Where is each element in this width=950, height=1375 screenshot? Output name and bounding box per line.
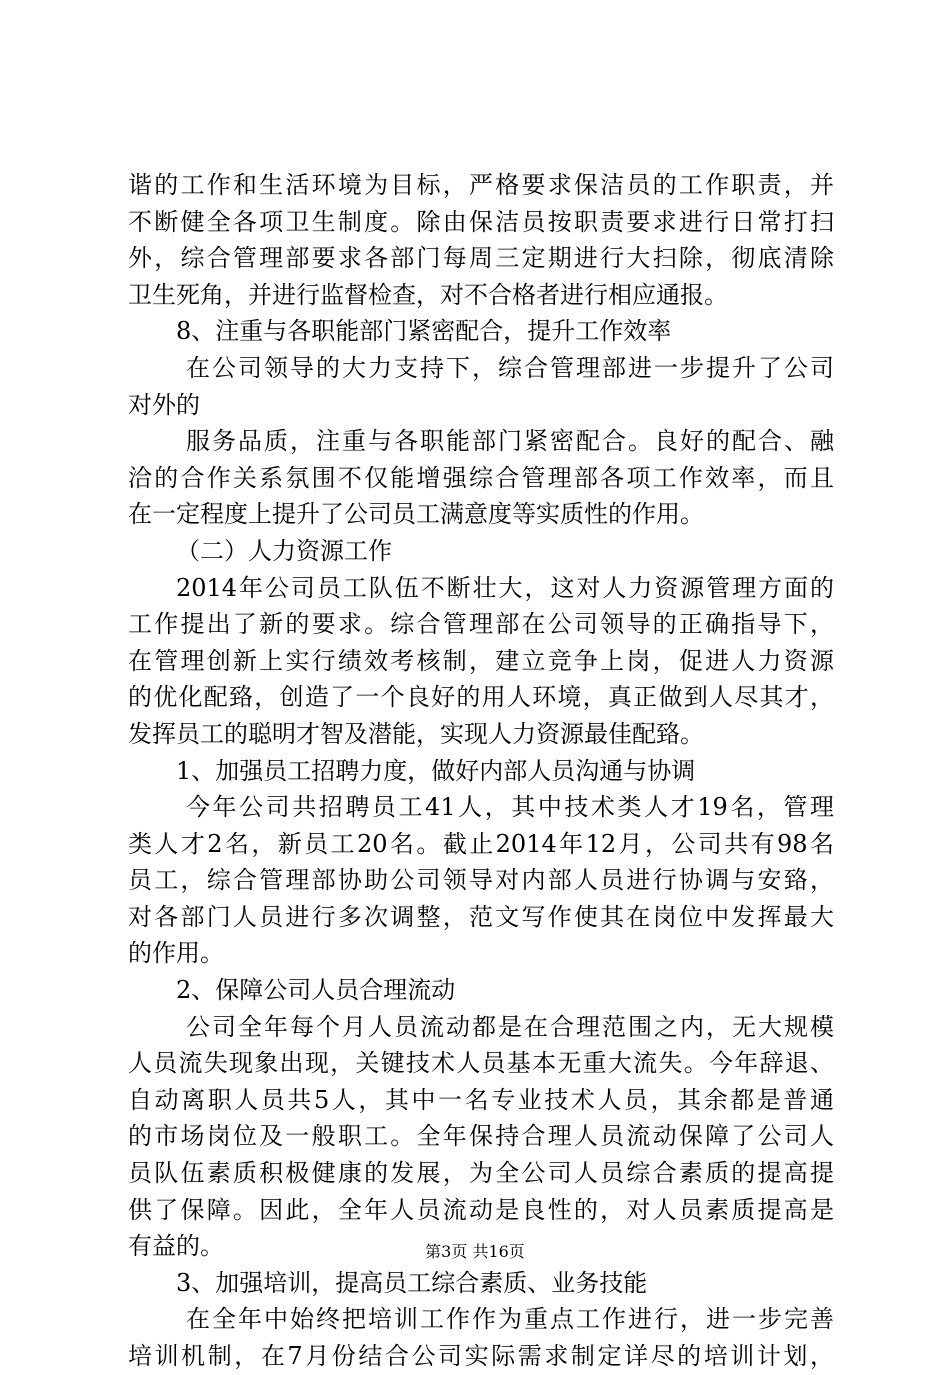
paragraph-line: 类人才2名，新员工20名。截止2014年12月，公司共有98名 [128,829,834,858]
paragraph-line: 2014年公司员工队伍不断壮大，这对人力资源管理方面的 [176,573,834,602]
paragraph-line: 自动离职人员共5人，其中一名专业技术人员，其余都是普通 [128,1085,834,1114]
paragraph-line: 在管理创新上实行绩效考核制，建立竞争上岗，促进人力资源 [128,646,834,675]
paragraph-line: 对外的 [128,390,200,419]
section-heading: 3、加强培训，提高员工综合素质、业务技能 [176,1268,648,1297]
paragraph-line: 在公司领导的大力支持下，综合管理部进一步提升了公司 [186,353,834,382]
page-number-footer: 第3页 共16页 [425,1242,525,1261]
paragraph-line: 公司全年每个月人员流动都是在合理范围之内，无大规模 [186,1012,834,1041]
paragraph-line: 在全年中始终把培训工作作为重点工作进行，进一步完善 [186,1305,834,1334]
paragraph-line: 人员流失现象出现，关键技术人员基本无重大流失。今年辞退、 [128,1049,834,1078]
paragraph-line: 的市场岗位及一般职工。全年保持合理人员流动保障了公司人 [128,1122,834,1151]
paragraph-line: 在一定程度上提升了公司员工满意度等实质性的作用。 [128,500,704,529]
section-heading: （二）人力资源工作 [176,536,392,565]
paragraph-line: 的优化配臵，创造了一个良好的用人环境，真正做到人尽其才， [128,683,834,712]
paragraph-line: 供了保障。因此，全年人员流动是良性的，对人员素质提高是 [128,1195,834,1224]
paragraph-line: 对各部门人员进行多次调整，范文写作使其在岗位中发挥最大 [128,902,834,931]
section-heading: 2、保障公司人员合理流动 [176,976,456,1005]
paragraph-line: 有益的。 [128,1232,224,1261]
paragraph-line: 培训机制，在7月份结合公司实际需求制定详尽的培训计划， [128,1342,834,1370]
paragraph-line: 发挥员工的聪明才智及潜能，实现人力资源最佳配臵。 [128,719,704,748]
paragraph-line: 卫生死角，并进行监督检查，对不合格者进行相应通报。 [128,280,728,309]
document-body [128,167,834,1375]
paragraph-line: 员队伍素质积极健康的发展，为全公司人员综合素质的提高提 [128,1159,834,1188]
section-heading: 1、加强员工招聘力度，做好内部人员沟通与协调 [176,756,696,785]
paragraph-line: 谐的工作和生活环境为目标，严格要求保洁员的工作职责，并 [128,171,834,199]
section-heading: 8、注重与各职能部门紧密配合，提升工作效率 [176,317,672,346]
paragraph-line: 洽的合作关系氛围不仅能增强综合管理部各项工作效率，而且 [128,463,834,492]
paragraph-line: 外，综合管理部要求各部门每周三定期进行大扫除，彻底清除 [128,244,834,273]
paragraph-line: 不断健全各项卫生制度。除由保洁员按职责要求进行日常打扫 [128,207,834,236]
paragraph-line: 工作提出了新的要求。综合管理部在公司领导的正确指导下， [128,610,834,639]
paragraph-line: 员工，综合管理部协助公司领导对内部人员进行协调与安臵， [128,866,834,895]
paragraph-line: 今年公司共招聘员工41人，其中技术类人才19名，管理 [186,793,834,822]
paragraph-line: 的作用。 [128,939,224,968]
paragraph-line: 服务品质，注重与各职能部门紧密配合。良好的配合、融 [186,427,834,456]
